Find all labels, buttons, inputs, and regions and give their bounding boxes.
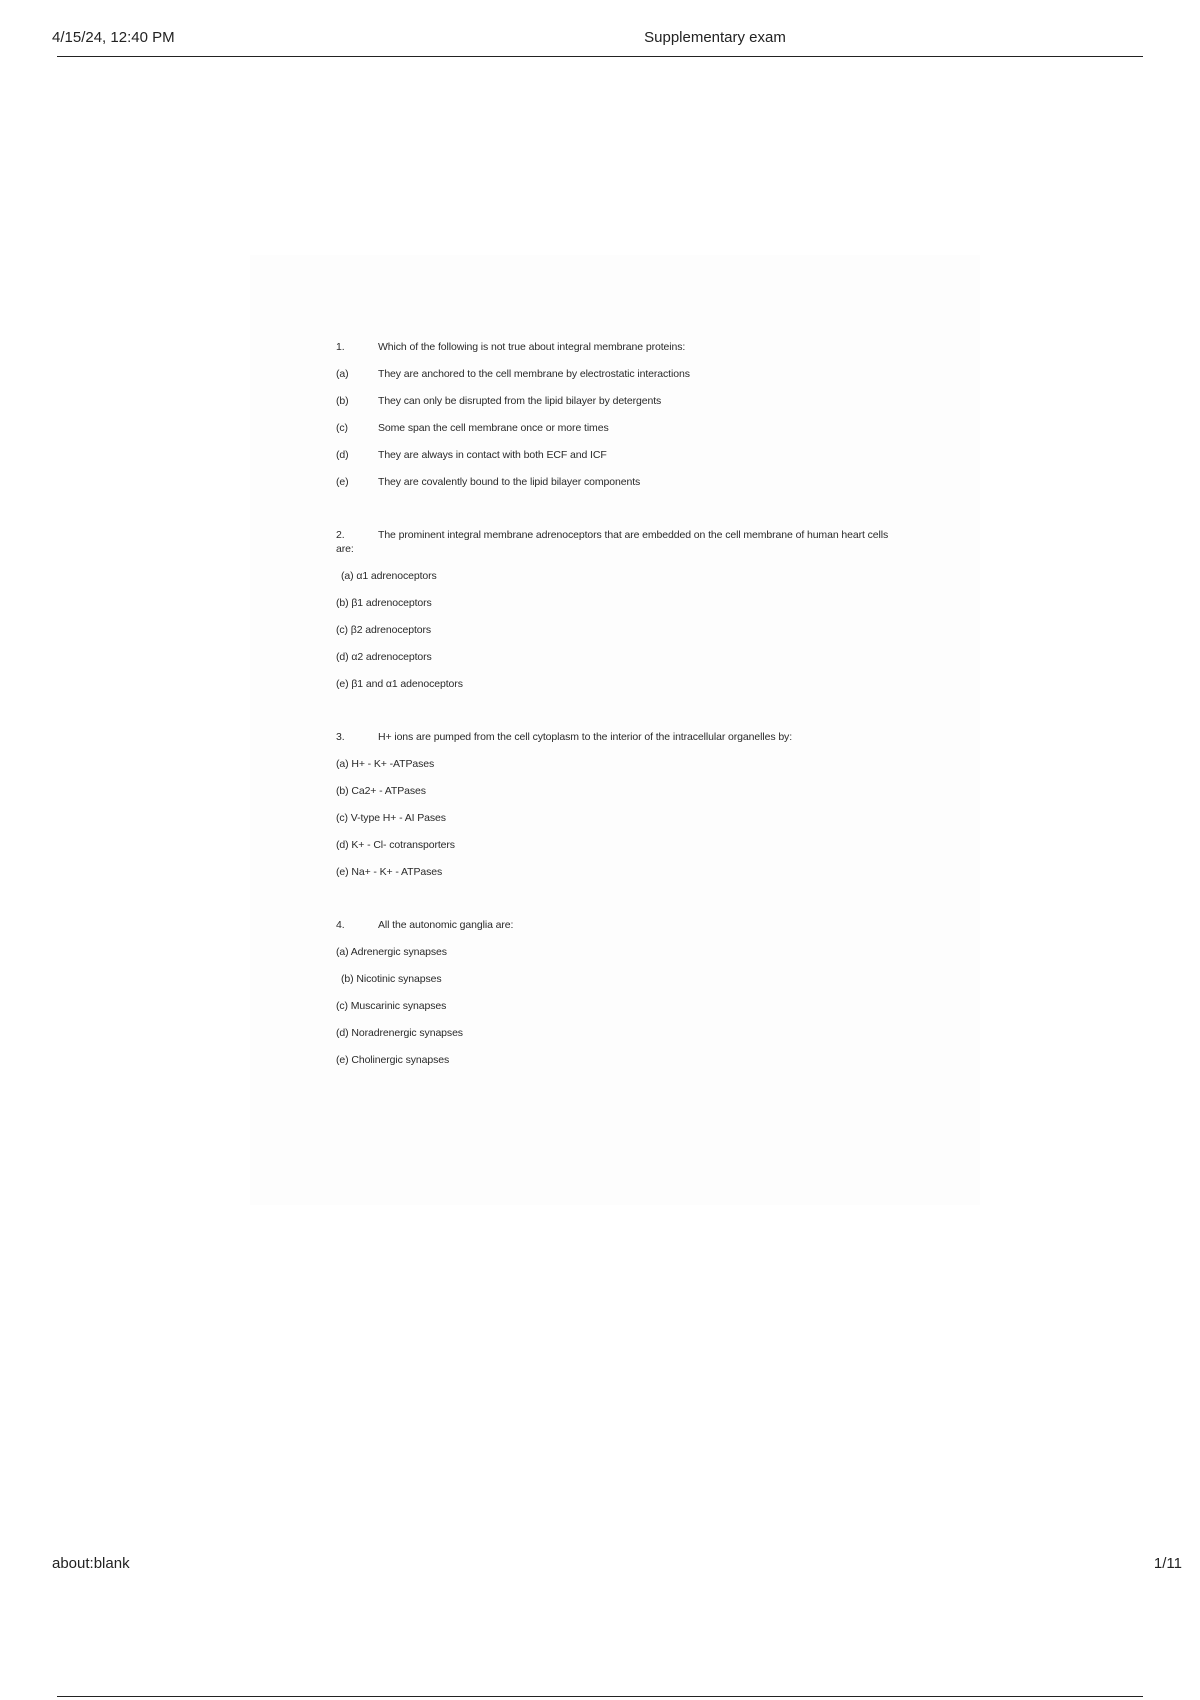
question-text: The prominent integral membrane adrenoceptors that are embedded on the cell membrane of human heart cells are: bbox=[336, 529, 889, 555]
answer-option-a bbox=[336, 367, 896, 394]
answer-option-c bbox=[336, 421, 896, 448]
answer-option-d bbox=[336, 448, 896, 475]
question-number: 3. bbox=[336, 731, 345, 743]
question-stem bbox=[336, 340, 896, 367]
option-text: They can only be disrupted from the lipid bilayer by detergents bbox=[378, 395, 662, 407]
bottom-divider bbox=[57, 1696, 1143, 1697]
answer-option-d: (d) α2 adrenoceptors bbox=[336, 651, 432, 663]
answer-option-a: (a) Adrenergic synapses bbox=[336, 946, 447, 958]
answer-option-c: (c) V-type H+ - AI Pases bbox=[336, 812, 446, 824]
option-letter: (b) bbox=[336, 395, 349, 407]
option-letter: (c) bbox=[336, 422, 348, 434]
question-text: All the autonomic ganglia are: bbox=[378, 919, 514, 931]
answer-option-b bbox=[336, 394, 896, 421]
answer-option-c: (c) β2 adrenoceptors bbox=[336, 624, 432, 636]
answer-option-e: (e) Na+ - K+ - ATPases bbox=[336, 866, 443, 878]
page-number: 1/11 bbox=[1153, 1555, 1182, 1572]
print-header bbox=[0, 0, 1200, 58]
answer-option-d: (d) K+ - Cl- cotransporters bbox=[336, 839, 455, 851]
question-text: H+ ions are pumped from the cell cytoplasm to the interior of the intracellular organelles by: bbox=[378, 731, 793, 743]
question-number: 4. bbox=[336, 919, 345, 931]
question-1 bbox=[336, 340, 896, 502]
question-stem bbox=[336, 918, 896, 945]
answer-option-b: (b) Ca2+ - ATPases bbox=[336, 785, 426, 797]
option-letter: (e) bbox=[336, 476, 349, 488]
header-divider bbox=[57, 56, 1143, 57]
question-number: 2. bbox=[336, 529, 345, 541]
question-stem bbox=[336, 730, 896, 757]
option-letter: (a) bbox=[336, 368, 349, 380]
answer-option-e: (e) β1 and α1 adenoceptors bbox=[336, 678, 463, 690]
answer-option-b: (b) β1 adrenoceptors bbox=[336, 597, 432, 609]
print-footer bbox=[0, 1545, 1200, 1575]
question-stem bbox=[336, 528, 896, 556]
answer-option-e bbox=[336, 475, 896, 502]
answer-option-a: (a) H+ - K+ -ATPases bbox=[336, 758, 435, 770]
answer-option-e: (e) Cholinergic synapses bbox=[336, 1054, 450, 1066]
option-text: They are covalently bound to the lipid bilayer components bbox=[378, 476, 641, 488]
answer-option-c: (c) Muscarinic synapses bbox=[336, 1000, 447, 1012]
question-text: Which of the following is not true about integral membrane proteins: bbox=[378, 341, 686, 353]
question-3 bbox=[336, 730, 896, 892]
option-text: They are anchored to the cell membrane by electrostatic interactions bbox=[378, 368, 690, 380]
question-number: 1. bbox=[336, 341, 345, 353]
page-title: Supplementary exam bbox=[644, 29, 786, 46]
answer-option-a: (a) α1 adrenoceptors bbox=[341, 570, 437, 582]
exam-questions bbox=[336, 340, 896, 1106]
option-letter: (d) bbox=[336, 449, 349, 461]
page-url: about:blank bbox=[52, 1555, 130, 1572]
question-4 bbox=[336, 918, 896, 1080]
question-2 bbox=[336, 528, 896, 704]
answer-option-d: (d) Noradrenergic synapses bbox=[336, 1027, 463, 1039]
option-text: Some span the cell membrane once or more times bbox=[378, 422, 609, 434]
answer-option-b: (b) Nicotinic synapses bbox=[341, 973, 442, 985]
option-text: They are always in contact with both ECF and ICF bbox=[378, 449, 607, 461]
print-datetime: 4/15/24, 12:40 PM bbox=[52, 29, 175, 46]
